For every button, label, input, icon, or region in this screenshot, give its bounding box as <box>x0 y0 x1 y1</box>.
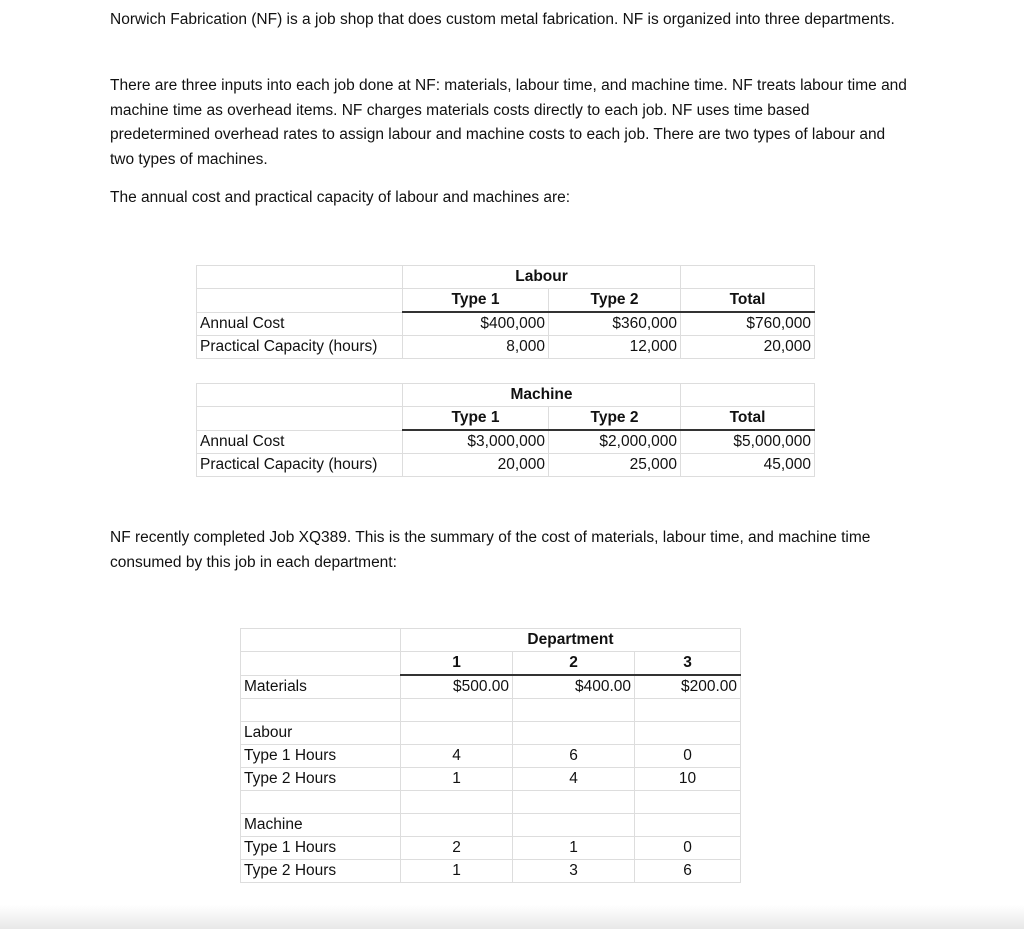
cell: $400,000 <box>403 312 549 336</box>
cell: 6 <box>513 745 635 768</box>
row-label: Type 2 Hours <box>241 768 401 791</box>
col-header: Type 1 <box>403 407 549 431</box>
intro-paragraph: Norwich Fabrication (NF) is a job shop that does custom metal fabrication. NF is organized into three departments. <box>110 11 895 28</box>
row-label: Type 2 Hours <box>241 860 401 883</box>
cell: $2,000,000 <box>549 430 681 454</box>
col-header: Total <box>681 407 815 431</box>
job-paragraph: NF recently completed Job XQ389. This is the summary of the cost of materials, labour time, and machine time consumed by this job in each department: <box>110 529 871 571</box>
cell: 0 <box>635 745 741 768</box>
cell: $760,000 <box>681 312 815 336</box>
cell: 4 <box>513 768 635 791</box>
inputs-paragraph: There are three inputs into each job done at NF: materials, labour time, and machine time. NF treats labour time and machine time as overhead items. NF charges materials costs directly to each job. NF uses time based predetermined overhead rates to assign labour and machine costs to each job. There are two types of labour and two types of machines. <box>110 77 907 168</box>
table-row <box>241 837 741 860</box>
cell: $400.00 <box>513 675 635 699</box>
col-header: 1 <box>401 652 513 676</box>
section-label: Labour <box>241 722 401 745</box>
cell: 3 <box>513 860 635 883</box>
cell: 25,000 <box>549 454 681 477</box>
cell: 10 <box>635 768 741 791</box>
table-row <box>241 768 741 791</box>
table-row <box>197 454 815 477</box>
cell: $3,000,000 <box>403 430 549 454</box>
table-row <box>197 312 815 336</box>
cell: 1 <box>401 768 513 791</box>
cell: 8,000 <box>403 336 549 359</box>
group-header: Machine <box>403 384 681 407</box>
col-header: Total <box>681 289 815 313</box>
col-header: Type 2 <box>549 407 681 431</box>
cell: 6 <box>635 860 741 883</box>
cell: 1 <box>513 837 635 860</box>
capacity-intro: The annual cost and practical capacity of labour and machines are: <box>110 189 571 206</box>
cell: 0 <box>635 837 741 860</box>
table-row <box>241 745 741 768</box>
col-header: 3 <box>635 652 741 676</box>
cell: $200.00 <box>635 675 741 699</box>
group-header: Labour <box>403 266 681 289</box>
table-row <box>241 860 741 883</box>
cell: $360,000 <box>549 312 681 336</box>
cell: 2 <box>401 837 513 860</box>
row-label: Type 1 Hours <box>241 745 401 768</box>
row-label: Practical Capacity (hours) <box>197 454 403 477</box>
machine-table <box>196 383 815 477</box>
row-label: Practical Capacity (hours) <box>197 336 403 359</box>
table-row <box>241 675 741 699</box>
row-label: Annual Cost <box>197 430 403 454</box>
row-label: Annual Cost <box>197 312 403 336</box>
cell: 4 <box>401 745 513 768</box>
col-header: Type 1 <box>403 289 549 313</box>
cell: 20,000 <box>403 454 549 477</box>
cell: $5,000,000 <box>681 430 815 454</box>
cell: 12,000 <box>549 336 681 359</box>
section-label: Machine <box>241 814 401 837</box>
row-label: Type 1 Hours <box>241 837 401 860</box>
col-header: Type 2 <box>549 289 681 313</box>
job-table <box>240 628 741 883</box>
cell: 20,000 <box>681 336 815 359</box>
cell: 45,000 <box>681 454 815 477</box>
cell: $500.00 <box>401 675 513 699</box>
col-header: 2 <box>513 652 635 676</box>
cell: 1 <box>401 860 513 883</box>
group-header: Department <box>401 629 741 652</box>
table-row <box>197 336 815 359</box>
table-row <box>197 430 815 454</box>
row-label: Materials <box>241 675 401 699</box>
labour-table <box>196 265 815 359</box>
bottom-fade <box>0 905 1024 929</box>
